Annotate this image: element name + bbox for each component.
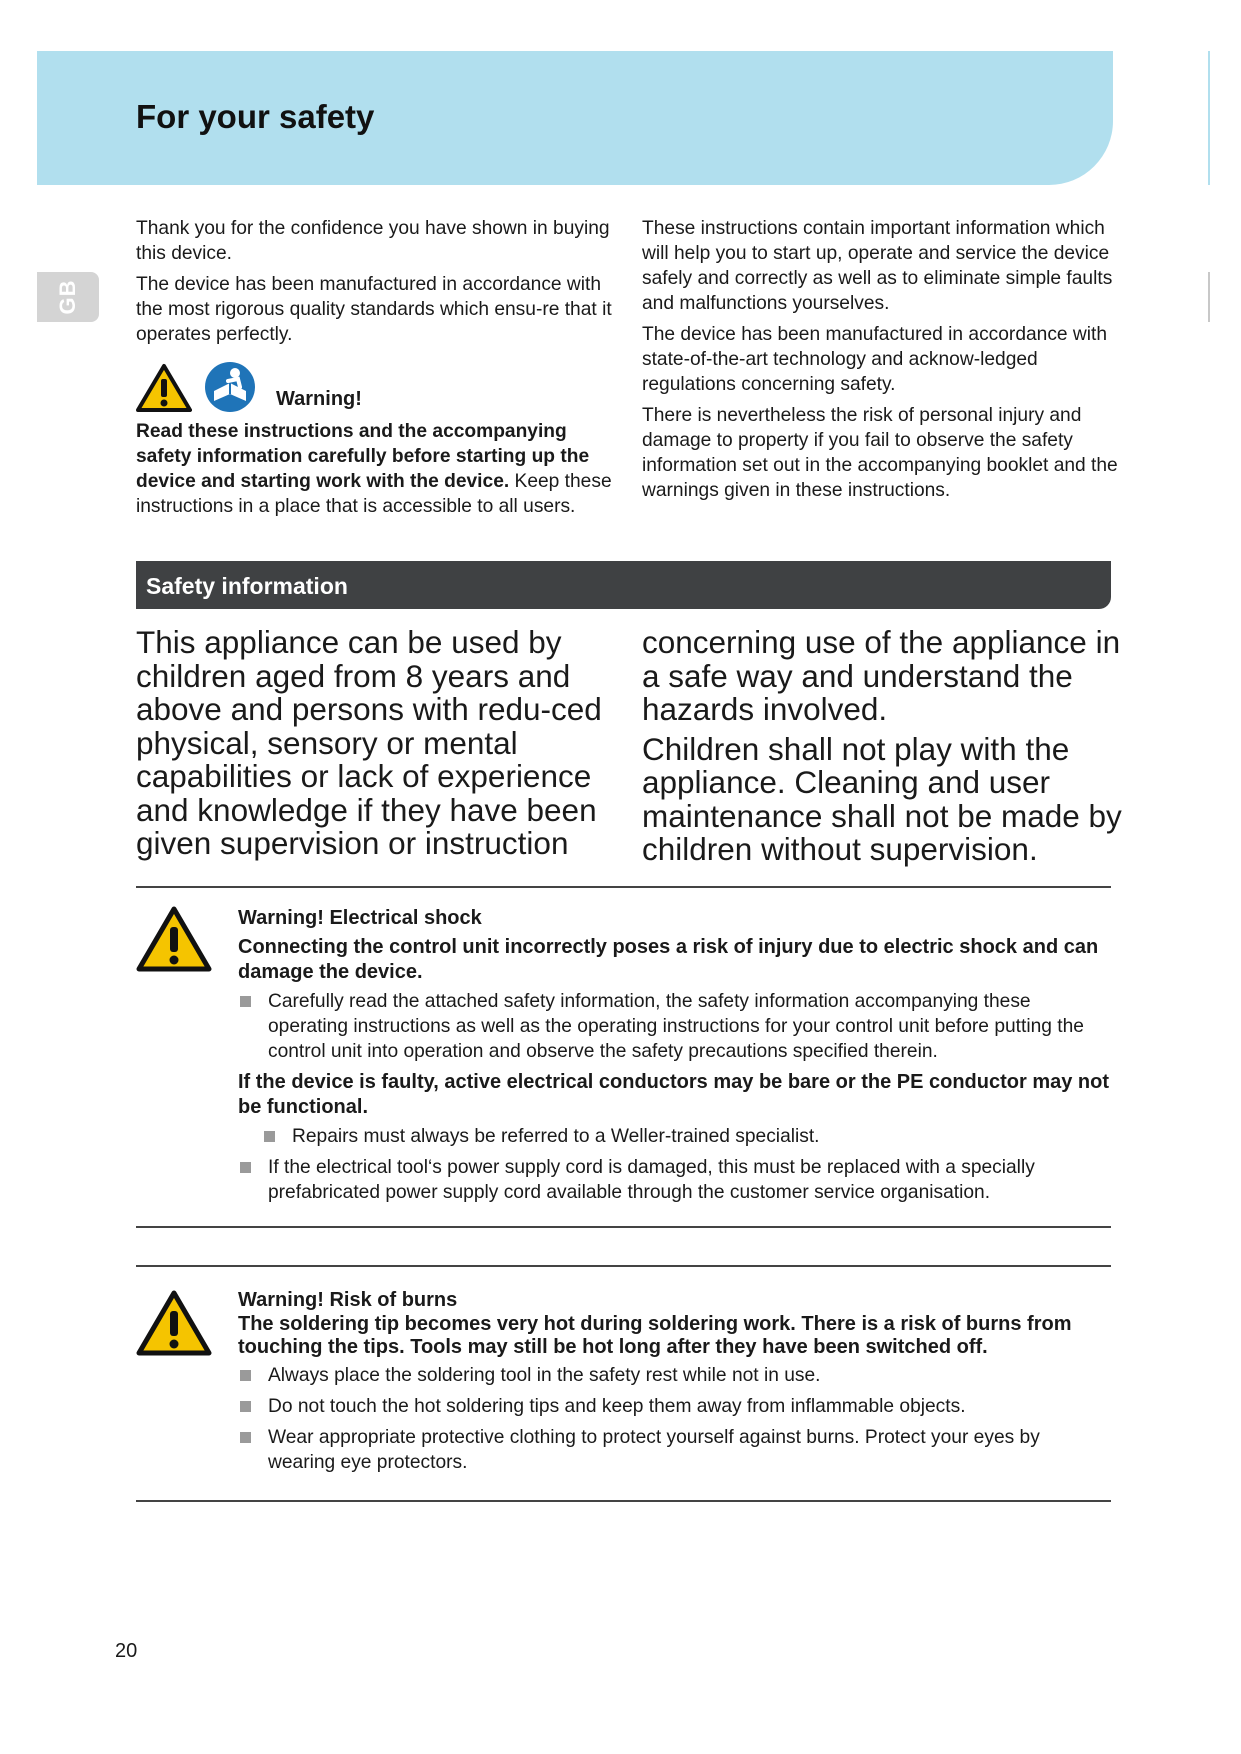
burns-warning-content [238,1287,1110,1481]
intro-paragraph: Thank you for the confidence you have shown in buying this device. [136,218,610,264]
divider [136,1265,1111,1267]
divider [136,886,1111,888]
bullet-square-icon [240,1370,251,1381]
warning-label: Warning! [276,388,362,410]
warning-title: Warning! Electrical shock [238,907,482,929]
language-tab [37,272,99,322]
electrical-warning-content [238,905,1110,1211]
bullet-square-icon [240,1162,251,1173]
list-item: Carefully read the attached safety information, the safety information accompanying these operating instructions as well as the operating instructions for your control unit before putting the control unit into operation and observe the safety precautions specified therein. [238,989,1110,1064]
list-item: Do not touch the hot soldering tips and keep them away from inflammable objects. [238,1394,1110,1419]
bullet-square-icon [264,1131,275,1142]
page-title: For your safety [136,98,375,135]
edge-marker [1208,272,1210,322]
read-instructions-bold: Read these instructions and the accompanying safety information carefully before starting up the device and starting work with the device. [136,421,590,492]
section-header-bar [136,561,1111,609]
read-manual-icon [204,361,256,413]
intro-paragraph: The device has been manufactured in accordance with the most rigorous quality standards which ensu-re that it operates perfectly. [136,274,612,345]
safety-paragraph: Children shall not play with the appliance. Cleaning and user maintenance shall not be made by children without supervision. [642,730,1122,867]
intro-paragraph: There is nevertheless the risk of personal injury and damage to property if you fail to observe the safety information set out in the accompanying booklet and the warnings given in these instructions. [642,405,1118,501]
warning-row [136,353,614,413]
safety-right-column [642,626,1122,873]
list-item: If the electrical tool‘s power supply cord is damaged, this must be replaced with a specially prefabricated power supply cord available through the customer service organisation. [238,1155,1110,1205]
list-item: Wear appropriate protective clothing to protect yourself against burns. Protect your eyes by wearing eye protectors. [238,1425,1110,1475]
bullet-square-icon [240,996,251,1007]
list-item: Always place the soldering tool in the safety rest while not in use. [238,1363,1110,1388]
list-item: Repairs must always be referred to a Weller-trained specialist. [262,1124,1110,1149]
safety-paragraph: concerning use of the appliance in a safe way and understand the hazards involved. [642,624,1121,727]
warning-title: Warning! Risk of burns [238,1289,458,1311]
warning-lead: The soldering tip becomes very hot during soldering work. There is a risk of burns from touching the tips. Tools may still be hot long after they have been switched off. [238,1313,1072,1358]
bullet-square-icon [240,1401,251,1412]
section-title: Safety information [146,573,348,599]
warning-lead: Connecting the control unit incorrectly poses a risk of injury due to electric shock and can damage the device. [238,936,1099,983]
page-number: 20 [115,1640,138,1662]
intro-paragraph: These instructions contain important information which will help you to start up, operate and service the device safely and correctly as well as to eliminate simple faults and malfunctions yourselves. [642,218,1113,314]
read-instructions-paragraph [136,419,614,519]
warning-lead: If the device is faulty, active electrical conductors may be bare or the PE conductor may not be functional. [238,1071,1110,1118]
warning-triangle-icon [136,363,192,413]
read-instructions-rest: Keep these instructions in a place that is accessible to all users. [136,471,612,517]
intro-paragraph: The device has been manufactured in accordance with state-of-the-art technology and acknow-ledged regulations concerning safety. [642,324,1108,395]
edge-marker [1208,51,1210,185]
bullet-square-icon [240,1432,251,1443]
warning-triangle-icon [136,1289,212,1357]
language-tab-label: GB [55,279,80,315]
intro-right-column [642,216,1122,509]
divider [136,1226,1111,1228]
divider [136,1500,1111,1502]
safety-paragraph-left: This appliance can be used by children aged from 8 years and above and persons with redu-ced physical, sensory or mental capabilities or lack of experience and knowledge if they have been given supervision or instruction [136,624,602,861]
intro-left-column [136,216,614,525]
warning-triangle-icon [136,905,212,973]
